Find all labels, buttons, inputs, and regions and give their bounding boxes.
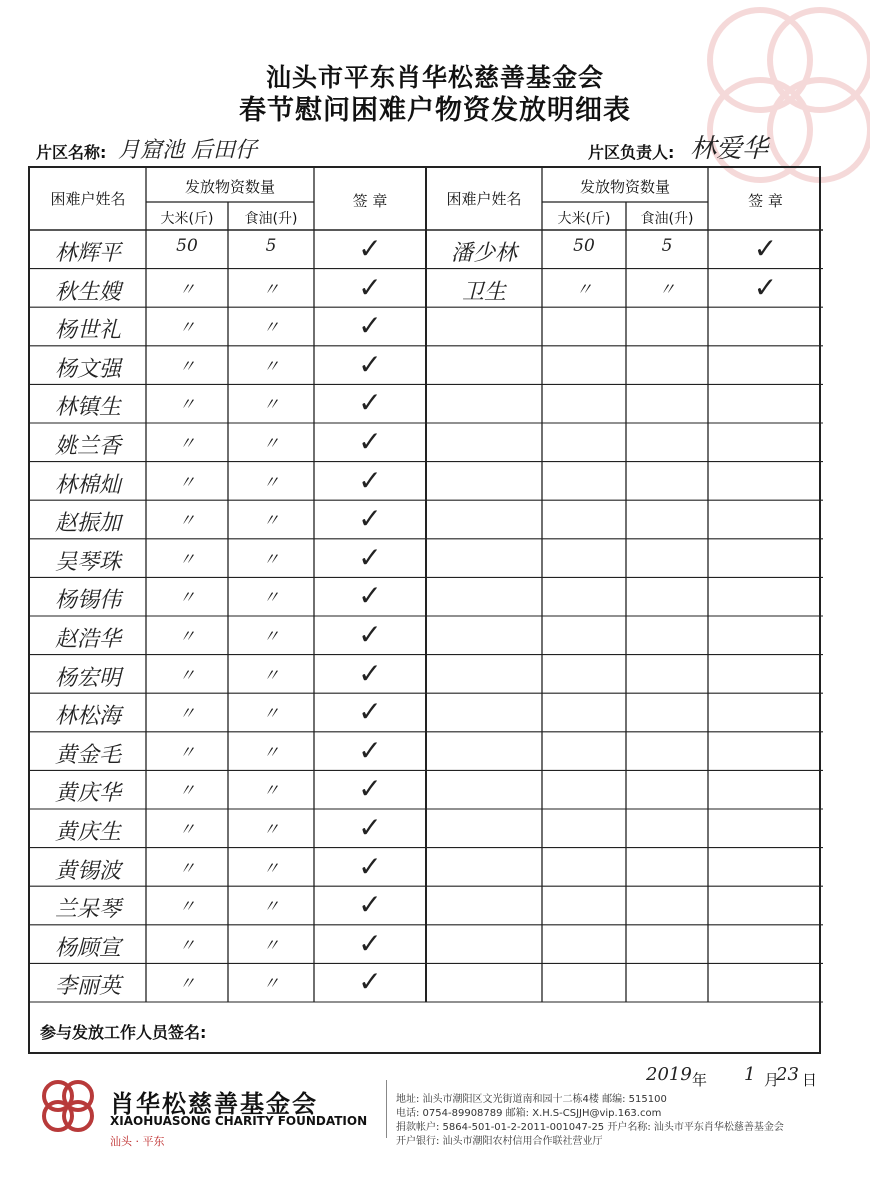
cell-name-left: 吴琴珠 (54, 549, 121, 575)
cell-oil-left: 〃 (262, 897, 280, 918)
cell-oil-left: 〃 (262, 627, 280, 647)
cell-rice-left: 〃 (178, 356, 196, 377)
cell-sign-left: ✓ (358, 540, 382, 574)
cell-sign-left: ✓ (358, 656, 382, 690)
cell-rice-right: 〃 (575, 279, 593, 300)
cell-oil-left: 〃 (262, 279, 280, 300)
cell-name-left: 兰呆琴 (54, 897, 121, 923)
date-month: 1 (744, 1064, 756, 1085)
cell-name-left: 黄庆生 (54, 820, 121, 845)
footer-account: 捐款帐户: 5864-501-01-2-2011-001047-25 开户名称: 汕头市平东肖华松慈善基金会 (396, 1122, 784, 1133)
footer-divider (386, 1080, 387, 1138)
cell-name-right: 潘少林 (450, 241, 517, 266)
cell-oil-left: 〃 (262, 935, 280, 956)
col-header-sign-left: 签 章 (352, 192, 388, 210)
cell-oil-left: 〃 (262, 395, 280, 416)
cell-oil-left: 〃 (262, 318, 280, 339)
cell-sign-left: ✓ (358, 618, 382, 651)
cell-name-left: 秋生嫂 (54, 279, 121, 305)
cell-oil-left: 5 (265, 236, 277, 256)
cell-name-left: 林棉灿 (54, 472, 121, 498)
cell-name-left: 林松海 (54, 704, 121, 730)
cell-name-left: 杨锡伟 (54, 588, 121, 614)
cell-rice-left: 〃 (178, 395, 196, 416)
cell-rice-left: 〃 (178, 279, 196, 300)
cell-rice-left: 〃 (178, 434, 196, 454)
cell-name-left: 杨顾宣 (54, 935, 121, 961)
cell-oil-left: 〃 (262, 974, 280, 995)
cell-sign-left: ✓ (358, 772, 382, 806)
col-header-rice-left: 大米(斤) (160, 211, 214, 227)
footer-bank: 开户银行: 汕头市潮阳农村信用合作联社营业厅 (396, 1136, 603, 1147)
col-header-materials-left: 发放物资数量 (184, 178, 275, 196)
footer-address: 地址: 汕头市潮阳区文光街道南和园十二栋4楼 邮编: 515100 (396, 1094, 667, 1105)
cell-oil-left: 〃 (262, 356, 280, 377)
cell-sign-left: ✓ (358, 463, 382, 497)
cell-sign-left: ✓ (358, 811, 382, 844)
cell-name-left: 黄庆华 (54, 781, 121, 807)
date-year: 2019 (646, 1064, 692, 1085)
manager-value: 林爱华 (690, 134, 769, 164)
cell-oil-left: 〃 (262, 511, 280, 532)
cell-rice-left: 〃 (178, 974, 196, 995)
cell-rice-left: 〃 (178, 549, 196, 570)
cell-oil-left: 〃 (262, 434, 280, 454)
cell-sign-left: ✓ (358, 270, 382, 304)
cell-name-left: 黄金毛 (54, 742, 121, 768)
cell-name-left: 赵浩华 (54, 627, 121, 652)
col-header-name-left: 困难户姓名 (50, 190, 126, 208)
cell-oil-left: 〃 (262, 704, 280, 725)
cell-sign-left: ✓ (358, 425, 382, 458)
cell-sign-right: ✓ (753, 270, 778, 304)
cell-rice-right: 50 (573, 236, 595, 256)
cell-name-left: 杨世礼 (54, 318, 121, 344)
cell-rice-left: 〃 (178, 472, 196, 493)
cell-oil-right: 〃 (658, 279, 676, 300)
manager-label: 片区负责人: (588, 143, 675, 162)
cell-sign-left: ✓ (358, 733, 382, 767)
col-header-oil-right: 食油(升) (640, 211, 694, 227)
district-value: 月窟池 后田仔 (118, 138, 257, 163)
cell-rice-left: 〃 (178, 627, 196, 647)
cell-oil-left: 〃 (262, 781, 280, 802)
col-header-name-right: 困难户姓名 (446, 190, 522, 208)
cell-rice-left: 〃 (178, 858, 196, 879)
cell-oil-left: 〃 (262, 665, 280, 686)
cell-name-right: 卫生 (461, 279, 506, 305)
col-header-oil-left: 食油(升) (244, 211, 298, 227)
table-title: 春节慰问困难户物资发放明细表 (239, 95, 631, 126)
footer-phone: 电话: 0754-89908789 邮箱: X.H.S-CSJJH@vip.163.com (396, 1108, 662, 1119)
distribution-table (28, 166, 821, 1054)
cell-name-left: 林镇生 (54, 395, 121, 421)
cell-sign-left: ✓ (358, 232, 382, 265)
cell-sign-left: ✓ (358, 579, 382, 613)
district-label: 片区名称: (36, 143, 107, 162)
cell-sign-left: ✓ (358, 849, 382, 883)
cell-oil-left: 〃 (262, 588, 280, 609)
cell-name-left: 林辉平 (54, 241, 121, 266)
cell-oil-left: 〃 (262, 472, 280, 493)
cell-rice-left: 〃 (178, 935, 196, 956)
cell-rice-left: 〃 (178, 588, 196, 609)
cell-rice-left: 〃 (178, 318, 196, 339)
cell-sign-left: ✓ (358, 502, 382, 536)
cell-name-left: 李丽英 (54, 974, 121, 1000)
cell-rice-left: 〃 (178, 511, 196, 532)
date-month-unit: 月 (764, 1071, 780, 1089)
cell-sign-left: ✓ (358, 695, 382, 729)
cell-sign-left: ✓ (358, 309, 382, 343)
cell-oil-left: 〃 (262, 820, 280, 840)
col-header-sign-right: 签 章 (748, 192, 783, 210)
cell-oil-left: 〃 (262, 549, 280, 570)
cell-rice-left: 〃 (178, 897, 196, 918)
col-header-materials-right: 发放物资数量 (579, 178, 670, 196)
cell-rice-left: 〃 (178, 781, 196, 802)
foundation-name-en: XIAOHUASONG CHARITY FOUNDATION (110, 1114, 368, 1128)
foundation-logo-icon (36, 1074, 100, 1138)
cell-sign-right: ✓ (753, 232, 778, 265)
cell-oil-left: 〃 (262, 742, 280, 763)
cell-name-left: 姚兰香 (54, 434, 121, 459)
cell-sign-left: ✓ (358, 386, 382, 420)
cell-rice-left: 〃 (178, 820, 196, 840)
cell-name-left: 赵振加 (54, 511, 121, 537)
date-year-unit: 年 (692, 1071, 708, 1089)
cell-name-left: 杨文强 (54, 356, 121, 382)
cell-rice-left: 〃 (178, 665, 196, 686)
org-title: 汕头市平东肖华松慈善基金会 (265, 63, 604, 92)
cell-sign-left: ✓ (358, 926, 382, 960)
col-header-rice-right: 大米(斤) (557, 211, 611, 227)
date-day-unit: 日 (802, 1071, 818, 1089)
foundation-subtitle: 汕头 · 平东 (110, 1135, 165, 1148)
cell-oil-left: 〃 (262, 858, 280, 879)
cell-name-left: 黄锡波 (54, 858, 121, 884)
cell-rice-left: 50 (176, 236, 198, 256)
cell-sign-left: ✓ (358, 965, 382, 999)
foundation-name-cn: 肖华松慈善基金会 (110, 1089, 318, 1118)
cell-rice-left: 〃 (178, 742, 196, 763)
cell-sign-left: ✓ (358, 347, 382, 381)
cell-oil-right: 5 (661, 236, 673, 256)
cell-sign-left: ✓ (358, 888, 382, 922)
staff-signature-label: 参与发放工作人员签名: (40, 1023, 207, 1042)
date-day: 23 (776, 1064, 799, 1085)
cell-name-left: 杨宏明 (54, 665, 121, 691)
cell-rice-left: 〃 (178, 704, 196, 725)
